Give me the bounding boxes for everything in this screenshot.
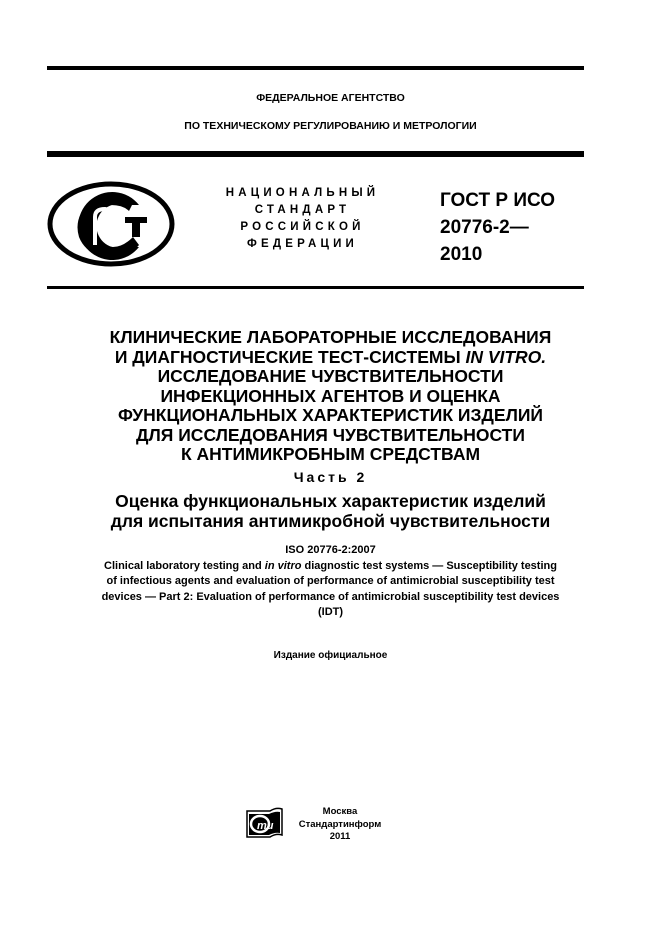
iso-title-line: of infectious agents and evaluation of performance of antimicrobial susceptibility test [106,575,555,587]
title-line: ИНФЕКЦИОННЫХ АГЕНТОВ И ОЦЕНКА [160,385,501,406]
title-line: КЛИНИЧЕСКИЕ ЛАБОРАТОРНЫЕ ИССЛЕДОВАНИЯ [109,327,552,347]
title-line: ИССЛЕДОВАНИЕ ЧУВСТВИТЕЛЬНОСТИ [157,366,504,386]
iso-text-italic: in vitro [264,559,302,572]
title-line-italic: IN VITRO. [465,346,547,367]
designation-line: 2010 [440,244,483,265]
agency-name-line2: ПО ТЕХНИЧЕСКОМУ РЕГУЛИРОВАНИЮ И МЕТРОЛОГИИ [184,120,477,132]
publisher-info [290,806,390,844]
subtitle-line: для испытания антимикробной чувствительности [110,511,551,531]
publisher-name: Стандартинформ [298,818,382,830]
national-standard-line: РОССИЙСКОЙ [240,221,365,233]
iso-text: diagnostic test systems — Susceptibility testing [301,559,557,572]
top-rule [47,66,584,70]
publisher-year: 2011 [329,831,351,842]
national-standard-line: ФЕДЕРАЦИИ [246,238,359,250]
agency-name-line1: ФЕДЕРАЛЬНОЕ АГЕНТСТВО [256,92,405,104]
title-line: ФУНКЦИОНАЛЬНЫХ ХАРАКТЕРИСТИК ИЗДЕЛИЙ [117,405,544,425]
iso-designation: ISO 20776-2:2007 [285,544,376,556]
svg-text:ти: ти [257,820,274,832]
iso-title-line: (IDT) [317,606,344,618]
iso-title-line: devices — Part 2: Evaluation of performance of antimicrobial susceptibility test devices [101,590,560,603]
title-line: ДЛЯ ИССЛЕДОВАНИЯ ЧУВСТВИТЕЛЬНОСТИ [136,424,525,445]
part-subtitle [0,491,661,531]
document-title [0,328,661,465]
title-line [0,348,661,368]
header-bottom-rule [47,151,584,157]
edition-label: Издание официальное [273,650,388,661]
subtitle-line: Оценка функциональных характеристик изделий [115,491,546,511]
national-standard-line: СТАНДАРТ [254,204,351,216]
publisher-city: Москва [322,806,358,817]
iso-text: Clinical laboratory testing and [104,559,265,572]
national-standard-line: НАЦИОНАЛЬНЫЙ [225,187,380,199]
gost-r-logo-icon [47,181,175,267]
designation-bottom-rule [47,286,584,289]
part-label: Часть 2 [293,469,368,485]
designation-line: ГОСТ Р ИСО [440,190,556,211]
international-reference [0,543,661,621]
designation-line: 20776-2— [440,217,529,238]
iso-title-line [0,559,661,575]
standartinform-logo-icon [246,805,284,839]
title-line-text: И ДИАГНОСТИЧЕСКИЕ ТЕСТ-СИСТЕМЫ [114,346,466,367]
standard-designation [440,187,555,268]
national-standard-label [200,185,405,253]
title-line: К АНТИМИКРОБНЫМ СРЕДСТВАМ [180,444,481,464]
